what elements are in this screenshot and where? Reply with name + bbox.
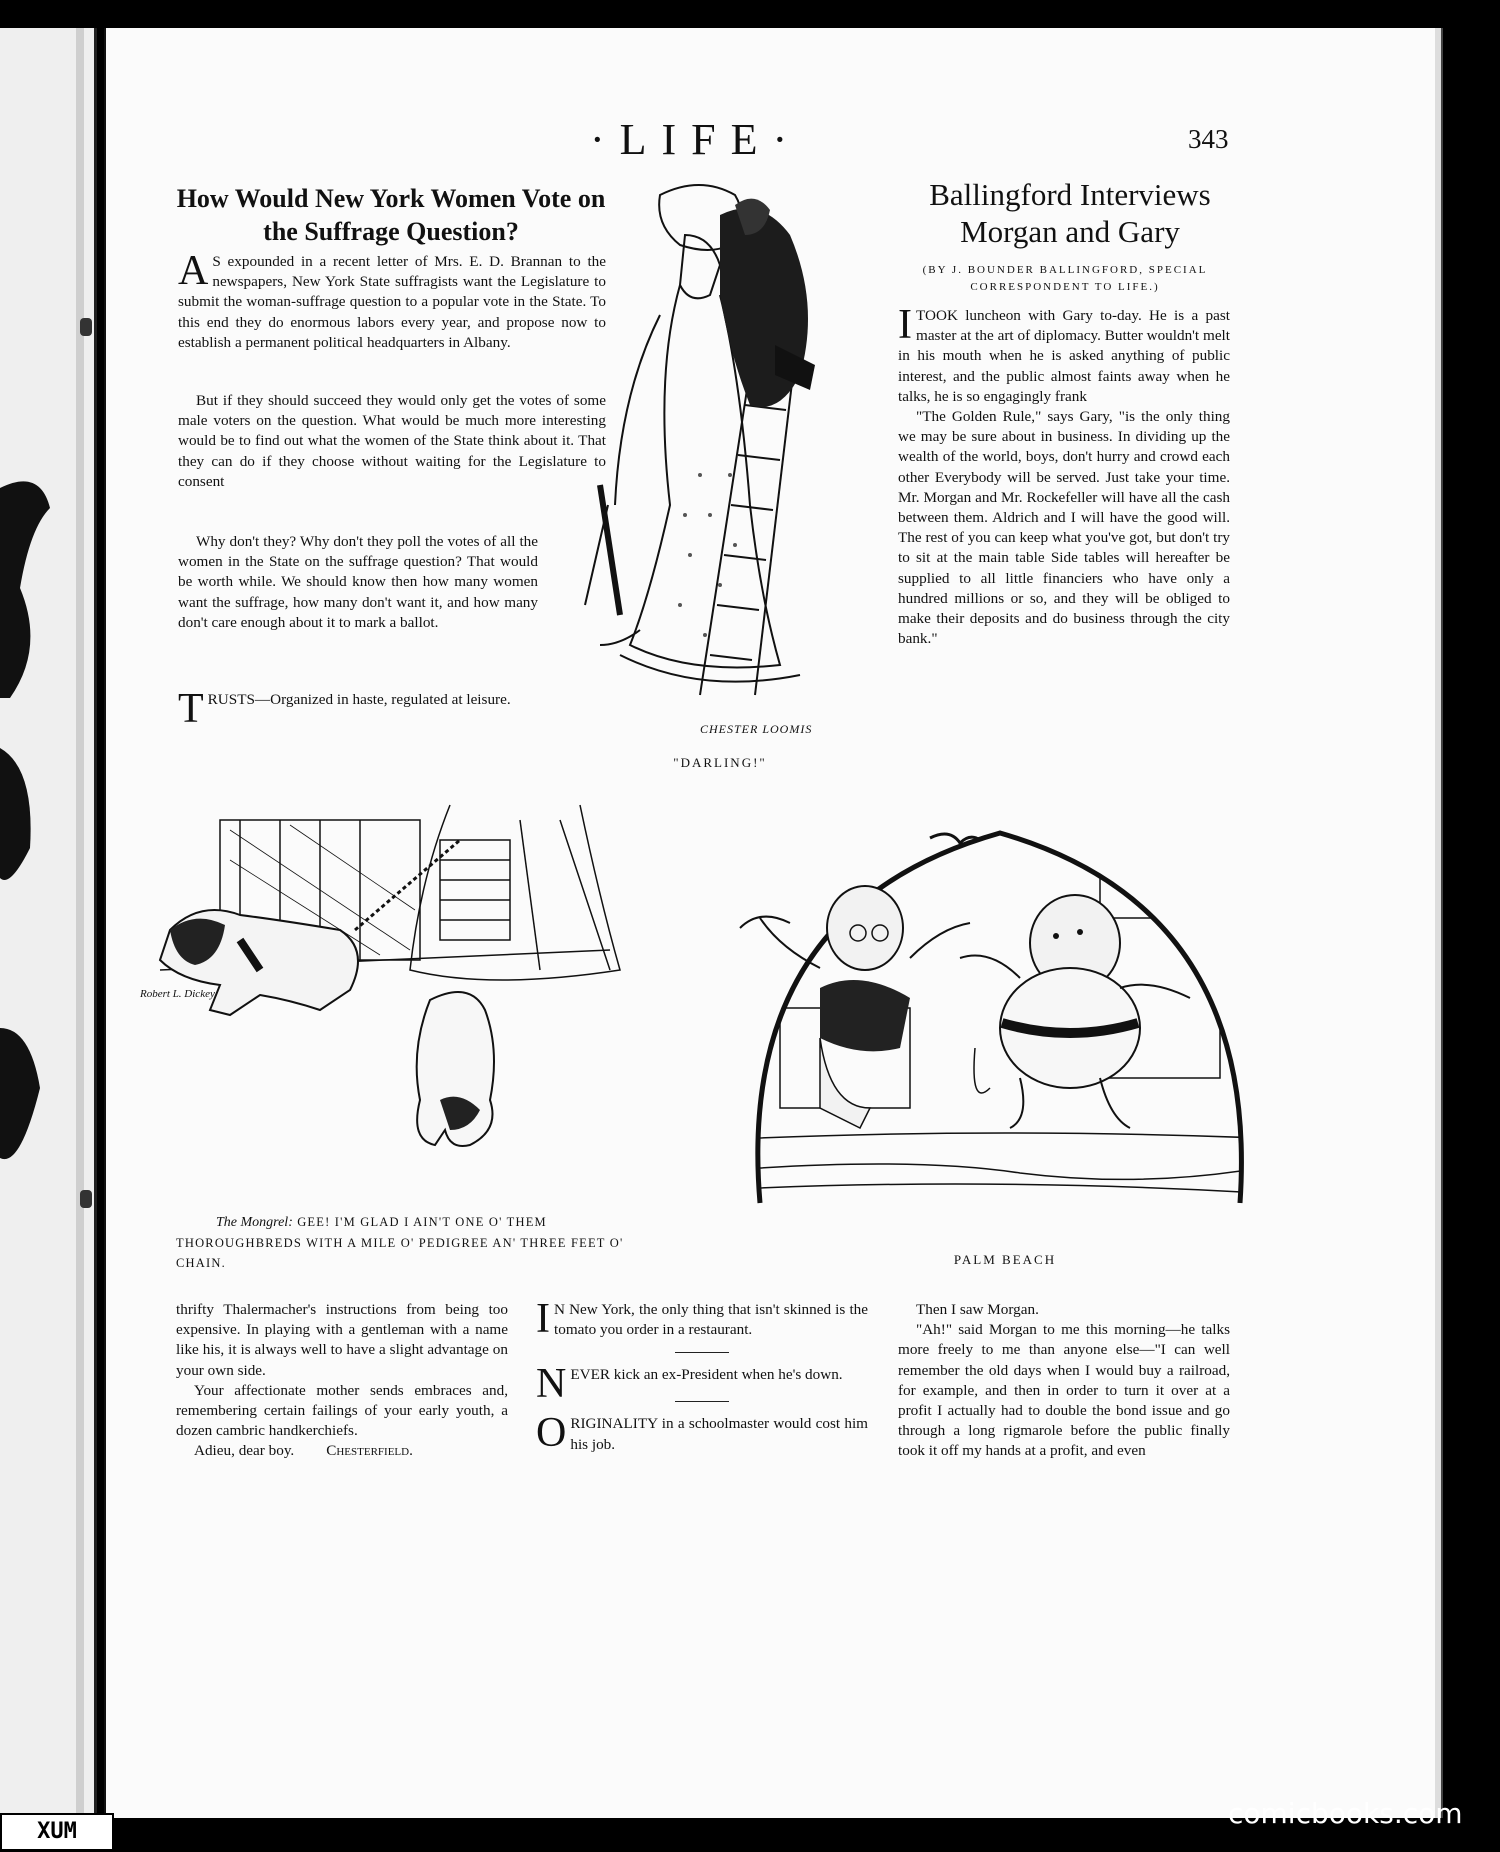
- drop-cap: N: [536, 1361, 567, 1408]
- drop-cap: A: [178, 248, 209, 294]
- page-spine: [76, 28, 84, 1818]
- left-page-illustration-fragment: [0, 468, 60, 1168]
- palm-beach-illustration: [720, 808, 1290, 1218]
- morgan-continued: [898, 1300, 1230, 1462]
- separator-rule: [675, 1401, 729, 1402]
- suffrage-paragraph-3: Why don't they? Why don't they poll the votes of all the women in the State on the suffrage question? That would be worth while. We should know then how many women want the suffrage, how many don't want it, and how many don't care enough about it to mark a ballot.: [178, 533, 538, 631]
- mongrel-speaker: The Mongrel:: [216, 1215, 293, 1230]
- ballingford-body: [898, 302, 1230, 649]
- drop-cap: I: [898, 302, 912, 348]
- drop-cap: T: [178, 686, 204, 732]
- suffrage-body-bottom: [178, 532, 538, 633]
- chesterfield-letter: [176, 1300, 508, 1462]
- drop-cap: O: [536, 1410, 567, 1457]
- suffrage-body-top: [178, 248, 606, 353]
- xum-tag: XUM: [0, 1813, 114, 1851]
- chesterfield-signature: Chesterfield.: [326, 1442, 413, 1460]
- squib-tomato: N New York, the only thing that isn't skinned is the tomato you order in a restaurant.: [554, 1301, 868, 1339]
- darling-signature: CHESTER LOOMIS: [700, 722, 813, 736]
- ballingford-paragraph-2: "The Golden Rule," says Gary, "is the only thing we may be sure about in business. In dividing up the wealth of the world, boys, don't hurry and crowd each other Everybody will be served. Just take your time. Mr. Morgan and Mr. Rockefeller will have all the cash between them. Aldrich and I will have the good will. The rest of you can keep what you've got, but don't try to sit at the main table Side tables will hereafter be supplied to all little financiers who have only a hundred millions or so, and they will be obliged to make their deposits and do business through the city bank.": [898, 408, 1230, 648]
- suffrage-paragraph-1: S expounded in a recent letter of Mrs. E. D. Brannan to the newspapers, New York State suffragists want the Legislature to submit the woman-suffrage question to a popular vote in the State. To this end they do enormous labors every year, and propose now to establish a permanent political headquarters in Albany.: [178, 253, 606, 351]
- mongrel-caption: [176, 1212, 656, 1273]
- chesterfield-paragraph-2: Your affectionate mother sends embraces and, remembering certain failings of your early youth, a dozen cambric handkerchiefs.: [176, 1381, 508, 1440]
- binding-hinge: [80, 318, 92, 336]
- ballingford-title: Ballingford Interviews Morgan and Gary: [929, 177, 1211, 249]
- separator-rule: [675, 1352, 729, 1353]
- binding-hinge: [80, 1190, 92, 1208]
- watermark: comicbooks.com: [1228, 1797, 1463, 1830]
- mongrel-signature: Robert L. Dickey: [140, 988, 215, 1000]
- mongrel-caption-text: GEE! I'M GLAD I AIN'T ONE O' THEM THOROUGHBREDS WITH A MILE O' PEDIGREE AN' THREE FEET O' CHAIN.: [176, 1215, 624, 1270]
- suffrage-article: [176, 182, 606, 248]
- darling-caption: "DARLING!": [673, 755, 767, 770]
- morgan-paragraph-2: "Ah!" said Morgan to me this morning—he talks more freely to me than anyone else—"I can well remember the old days when I would buy a railroad, for example, and then in order to turn it over at a profit I actually had to double the bond issue and go through a long rigmarole before the public finally took it off my hands at a profit, and even: [898, 1321, 1230, 1460]
- squibs-column: [536, 1296, 868, 1457]
- squib-ex-president: EVER kick an ex-President when he's down.: [570, 1366, 843, 1384]
- mongrel-illustration: [140, 800, 660, 1195]
- chesterfield-paragraph-1: thrifty Thalermacher's instructions from being too expensive. In playing with a gentleman with a name like his, it is always well to have a slight advantage on your own side.: [176, 1301, 508, 1379]
- suffrage-title: How Would New York Women Vote on the Suffrage Question?: [176, 184, 606, 246]
- ballingford-paragraph-1: TOOK luncheon with Gary to-day. He is a past master at the art of diplomacy. Butter wouldn't melt in his mouth when he is asked anything of public interest, and the public almost faints away when he talks, he is so engagingly frank: [898, 307, 1230, 405]
- trusts-squib: [178, 686, 538, 732]
- darling-illustration: [560, 175, 860, 710]
- left-facing-page: [0, 28, 97, 1818]
- palm-beach-caption: PALM BEACH: [953, 1252, 1057, 1267]
- page-edge: [1435, 28, 1441, 1818]
- trusts-text: RUSTS—Organized in haste, regulated at leisure.: [207, 691, 511, 708]
- chesterfield-closing: Adieu, dear boy.: [194, 1442, 295, 1460]
- page-number: 343: [1188, 124, 1229, 154]
- squib-schoolmaster: RIGINALITY in a schoolmaster would cost him his job.: [570, 1415, 868, 1453]
- drop-cap: I: [536, 1296, 550, 1342]
- suffrage-paragraph-2: But if they should succeed they would only get the votes of some male voters on the question. What would be much more interesting would be to find out what the women of the State think about it. That they can do if they choose without waiting for the Legislature to consent: [178, 392, 606, 490]
- suffrage-body-mid: [178, 391, 606, 492]
- ballingford-article: [905, 176, 1235, 250]
- morgan-paragraph-1: Then I saw Morgan.: [916, 1301, 1039, 1318]
- ballingford-byline: (BY J. BOUNDER BALLINGFORD, SPECIAL CORRESPONDENT TO LIFE.): [922, 264, 1208, 293]
- masthead: ·LIFE·: [590, 115, 803, 164]
